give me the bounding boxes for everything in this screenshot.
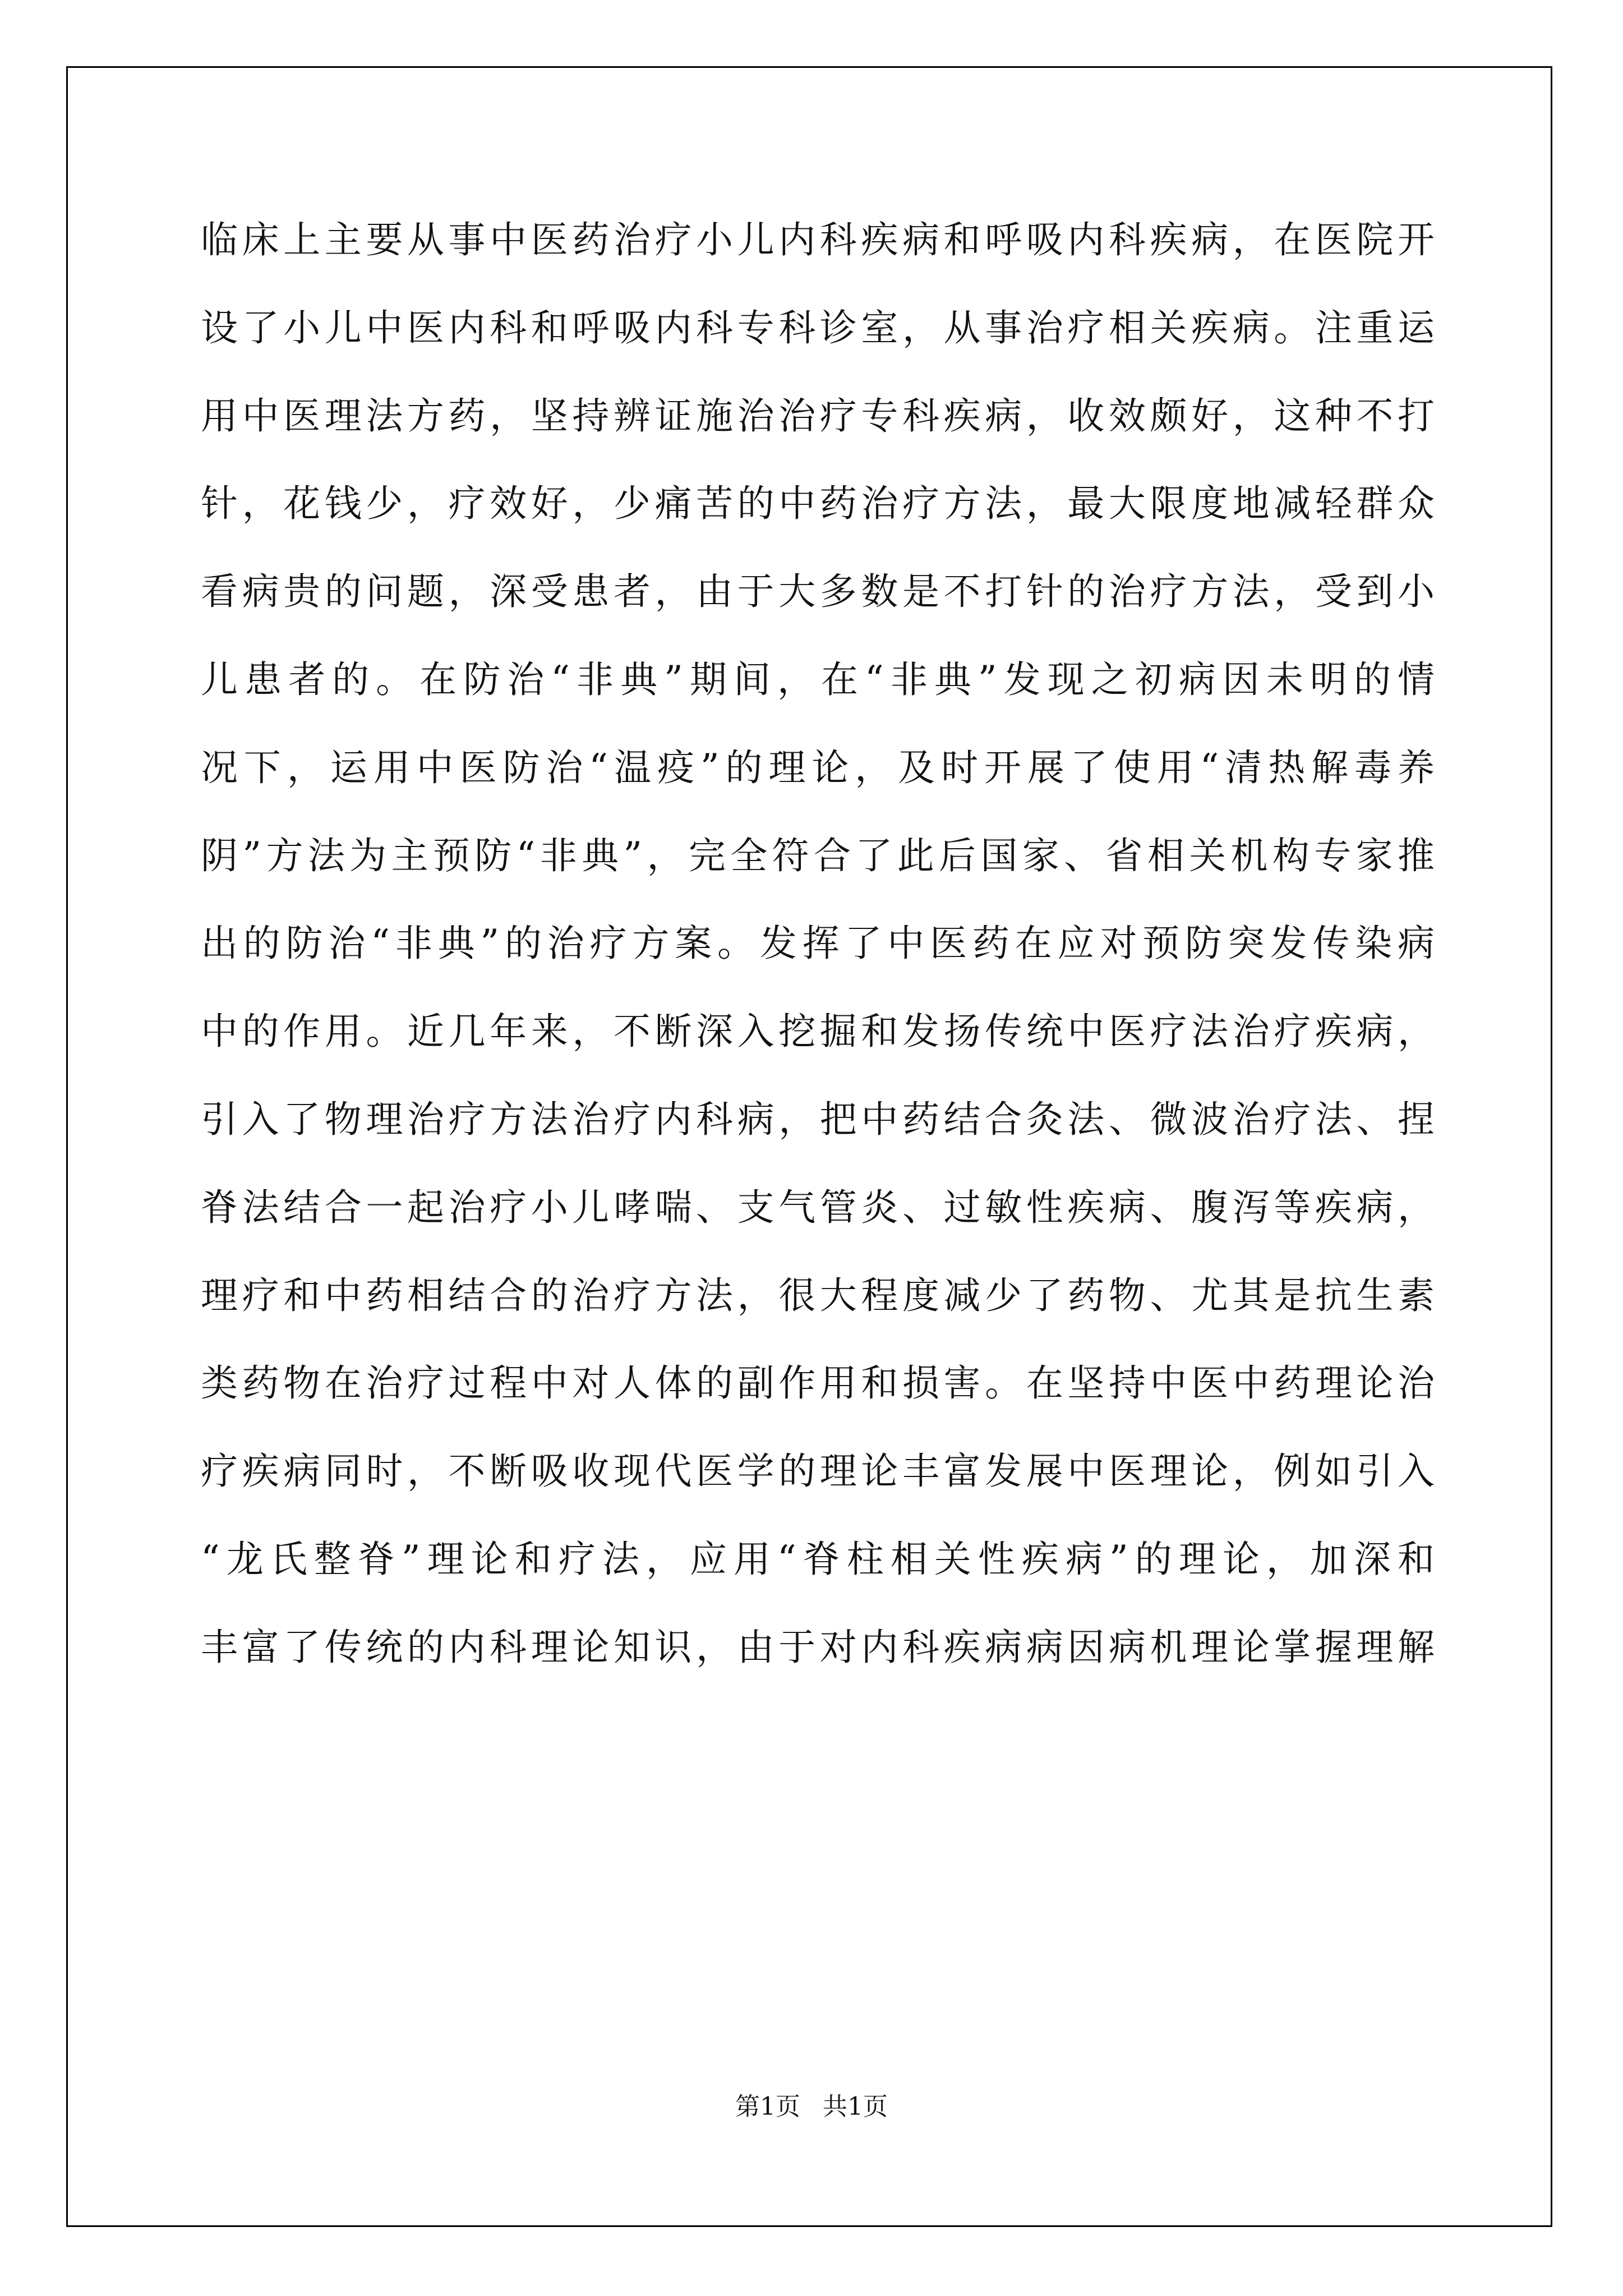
document-body <box>201 196 1435 1692</box>
text-line: 疗疾病同时，不断吸收现代医学的理论丰富发展中医理论，例如引入 <box>201 1450 1435 1493</box>
text-line: 看病贵的问题，深受患者，由于大多数是不打针的治疗方法，受到小 <box>201 570 1435 614</box>
text-line: 设了小儿中医内科和呼吸内科专科诊室，从事治疗相关疾病。注重运 <box>201 306 1435 349</box>
text-line: 脊法结合一起治疗小儿哮喘、支气管炎、过敏性疾病、腹泻等疾病， <box>201 1185 1435 1229</box>
text-line: 类药物在治疗过程中对人体的副作用和损害。在坚持中医中药理论治 <box>201 1361 1435 1405</box>
text-line: 理疗和中药相结合的治疗方法，很大程度减少了药物、尤其是抗生素 <box>201 1273 1435 1317</box>
text-line: 中的作用。近几年来，不断深入挖掘和发扬传统中医疗法治疗疾病， <box>201 1010 1435 1053</box>
text-line: 临床上主要从事中医药治疗小儿内科疾病和呼吸内科疾病，在医院开 <box>201 218 1435 261</box>
page-total: 共1页 <box>823 2092 888 2121</box>
text-line: 儿患者的。在防治“非典”期间，在“非典”发现之初病因未明的情 <box>201 657 1435 701</box>
text-line: 用中医理法方药，坚持辨证施治治疗专科疾病，收效颇好，这种不打 <box>201 394 1435 438</box>
text-line: “龙氏整脊”理论和疗法，应用“脊柱相关性疾病”的理论，加深和 <box>201 1537 1435 1581</box>
text-line: 况下，运用中医防治“温疫”的理论，及时开展了使用“清热解毒养 <box>201 746 1435 789</box>
text-line: 出的防治“非典”的治疗方案。发挥了中医药在应对预防突发传染病 <box>201 922 1435 965</box>
text-line: 引入了物理治疗方法治疗内科病，把中药结合灸法、微波治疗法、捏 <box>201 1097 1435 1141</box>
page-footer <box>0 2091 1623 2123</box>
text-line: 阴”方法为主预防“非典”，完全符合了此后国家、省相关机构专家推 <box>201 834 1435 877</box>
page-number: 第1页 <box>735 2092 800 2121</box>
text-line: 丰富了传统的内科理论知识，由于对内科疾病病因病机理论掌握理解 <box>201 1625 1435 1669</box>
text-line: 针，花钱少，疗效好，少痛苦的中药治疗方法，最大限度地减轻群众 <box>201 482 1435 526</box>
